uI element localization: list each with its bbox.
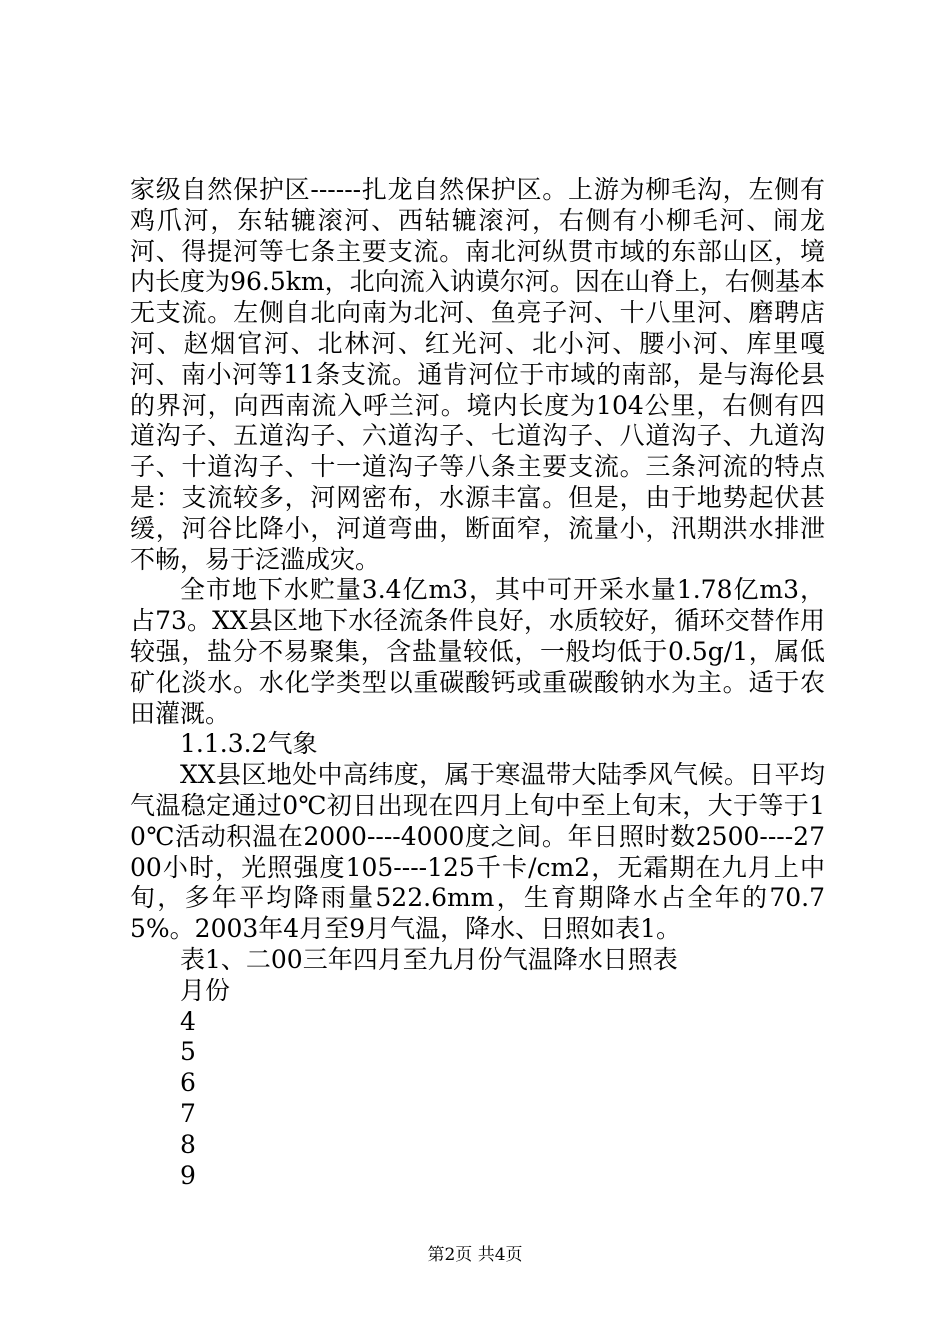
table-cell-month: 7 <box>180 1098 196 1128</box>
page-footer: 第2页 共4页 <box>427 1245 523 1265</box>
paragraph-climate: XX县区地处中高纬度，属于寒温带大陆季风气候。日平均气温稳定通过0℃初日出现在四月上旬中至上旬末，大于等于10℃活动积温在2000----4000度之间。年日照时数2500----2700小时，光照强度105----125千卡/cm2，无霜期在九月上中旬，多年平均降雨量522.6mm，生育期降水占全年的70.75%。2003年4月至9月气温，降水、日照如表1。 <box>130 760 825 944</box>
table-month-column <box>130 976 825 1192</box>
table-cell-month: 4 <box>180 1006 196 1036</box>
document-body <box>130 175 825 1191</box>
table-header-month: 月份 <box>180 975 231 1005</box>
table-cell-month: 8 <box>180 1129 196 1159</box>
table-cell-month: 5 <box>180 1037 196 1067</box>
table-cell-month: 9 <box>180 1160 196 1190</box>
table-caption: 表1、二00三年四月至九月份气温降水日照表 <box>180 944 678 974</box>
section-heading-climate: 1.1.3.2气象 <box>180 729 318 759</box>
paragraph-rivers: 家级自然保护区------扎龙自然保护区。上游为柳毛沟，左侧有鸡爪河，东轱辘滚河、西轱辘滚河，右侧有小柳毛河、闹龙河、得提河等七条主要支流。南北河纵贯市域的东部山区，境内长度为96.5km，北向流入讷谟尔河。因在山脊上，右侧基本无支流。左侧自北向南为北河、鱼亮子河、十八里河、磨聘店河、赵烟官河、北林河、红光河、北小河、腰小河、库里嘎河、南小河等11条支流。通肯河位于市域的南部，是与海伦县的界河，向西南流入呼兰河。境内长度为104公里，右侧有四道沟子、五道沟子、六道沟子、七道沟子、八道沟子、九道沟子、十道沟子、十一道沟子等八条主要支流。三条河流的特点是：支流较多，河网密布，水源丰富。但是，由于地势起伏甚缓，河谷比降小，河道弯曲，断面窄，流量小，汛期洪水排泄不畅，易于泛滥成灾。 <box>130 175 825 574</box>
paragraph-groundwater: 全市地下水贮量3.4亿m3，其中可开采水量1.78亿m3，占73。XX县区地下水径流条件良好，水质较好，循环交替作用较强，盐分不易聚集，含盐量较低，一般均低于0.5g/1，属低矿化淡水。水化学类型以重碳酸钙或重碳酸钠水为主。适于农田灌溉。 <box>130 575 825 728</box>
table-cell-month: 6 <box>180 1068 196 1098</box>
